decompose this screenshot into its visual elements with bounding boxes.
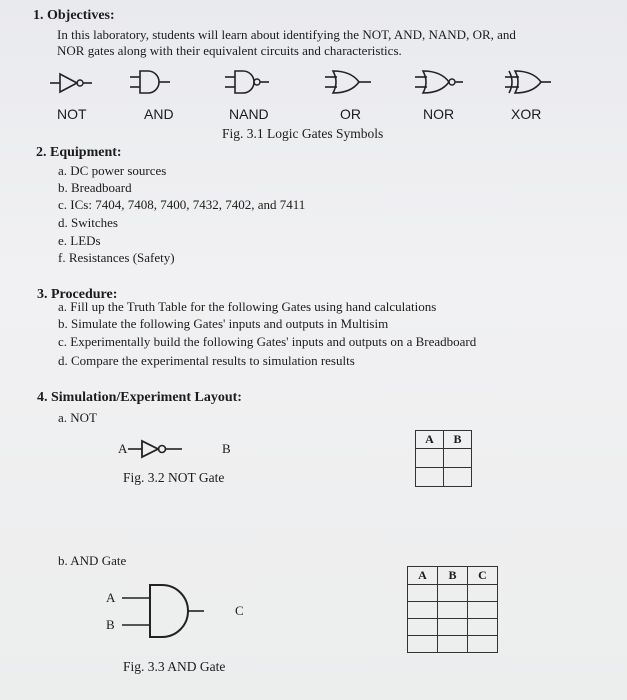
fig32-caption: Fig. 3.2 NOT Gate xyxy=(123,470,225,485)
equipment-item: a. DC power sources xyxy=(58,163,167,178)
truth-table-cell[interactable] xyxy=(438,619,468,636)
truth-table-cell[interactable] xyxy=(408,636,438,653)
truth-table-cell[interactable] xyxy=(416,449,444,468)
fig33-caption: Fig. 3.3 AND Gate xyxy=(123,659,226,674)
truth-table-cell[interactable] xyxy=(408,602,438,619)
procedure-item: c. Experimentally build the following Gates' inputs and outputs on a Breadboard xyxy=(58,334,477,349)
and-gate-symbol-icon xyxy=(130,67,180,97)
not-truth-table xyxy=(415,430,472,487)
procedure-item: a. Fill up the Truth Table for the following Gates using hand calculations xyxy=(58,299,437,314)
truth-table-cell[interactable] xyxy=(408,585,438,602)
procedure-heading: 3. Procedure: xyxy=(37,287,118,302)
truth-table-header: B xyxy=(444,431,472,449)
equipment-item: c. ICs: 7404, 7408, 7400, 7432, 7402, and 7411 xyxy=(58,197,306,212)
truth-table-cell[interactable] xyxy=(444,449,472,468)
truth-table-header: B xyxy=(438,567,468,585)
not-gate-diagram-icon xyxy=(128,437,223,461)
layout-heading: 4. Simulation/Experiment Layout: xyxy=(37,390,242,405)
truth-table-cell[interactable] xyxy=(438,585,468,602)
procedure-item: b. Simulate the following Gates' inputs and outputs in Multisim xyxy=(58,316,389,331)
truth-table-cell[interactable] xyxy=(468,585,498,602)
gate-label-and: AND xyxy=(144,106,174,122)
not-output-label: B xyxy=(222,441,231,456)
gate-label-nand: NAND xyxy=(229,106,269,122)
truth-table-cell[interactable] xyxy=(468,636,498,653)
and-truth-table xyxy=(407,566,498,653)
truth-table-cell[interactable] xyxy=(408,619,438,636)
not-gate-symbol-icon xyxy=(50,68,110,98)
nor-gate-symbol-icon xyxy=(415,67,470,97)
fig31-caption: Fig. 3.1 Logic Gates Symbols xyxy=(222,126,384,141)
objectives-text-line2: NOR gates along with their equivalent circuits and characteristics. xyxy=(57,43,402,58)
equipment-item: b. Breadboard xyxy=(58,180,132,195)
truth-table-cell[interactable] xyxy=(468,619,498,636)
equipment-heading: 2. Equipment: xyxy=(36,145,122,160)
gate-label-not: NOT xyxy=(57,106,87,122)
equipment-item: f. Resistances (Safety) xyxy=(58,250,175,265)
objectives-heading: 1. Objectives: xyxy=(33,8,115,23)
truth-table-cell[interactable] xyxy=(416,468,444,487)
equipment-item: d. Switches xyxy=(58,215,118,230)
truth-table-header: A xyxy=(416,431,444,449)
and-output-label: C xyxy=(235,603,244,618)
not-section-label: a. NOT xyxy=(58,410,97,425)
gate-label-xor: XOR xyxy=(511,106,542,122)
and-input-a-label: A xyxy=(106,590,116,605)
and-gate-diagram-icon xyxy=(122,580,232,640)
and-input-b-label: B xyxy=(106,617,115,632)
truth-table-cell[interactable] xyxy=(438,636,468,653)
truth-table-cell[interactable] xyxy=(444,468,472,487)
gate-label-nor: NOR xyxy=(423,106,455,122)
truth-table-header: A xyxy=(408,567,438,585)
gate-label-or: OR xyxy=(340,106,361,122)
truth-table-cell[interactable] xyxy=(438,602,468,619)
nand-gate-symbol-icon xyxy=(225,67,280,97)
not-input-label: A xyxy=(118,441,128,456)
objectives-text-line1: In this laboratory, students will learn about identifying the NOT, AND, NAND, OR, and xyxy=(57,27,516,42)
truth-table-cell[interactable] xyxy=(468,602,498,619)
or-gate-symbol-icon xyxy=(325,67,380,97)
and-section-label: b. AND Gate xyxy=(58,553,127,568)
procedure-item: d. Compare the experimental results to simulation results xyxy=(58,353,355,368)
xor-gate-symbol-icon xyxy=(505,66,560,98)
truth-table-header: C xyxy=(468,567,498,585)
equipment-item: e. LEDs xyxy=(58,233,101,248)
